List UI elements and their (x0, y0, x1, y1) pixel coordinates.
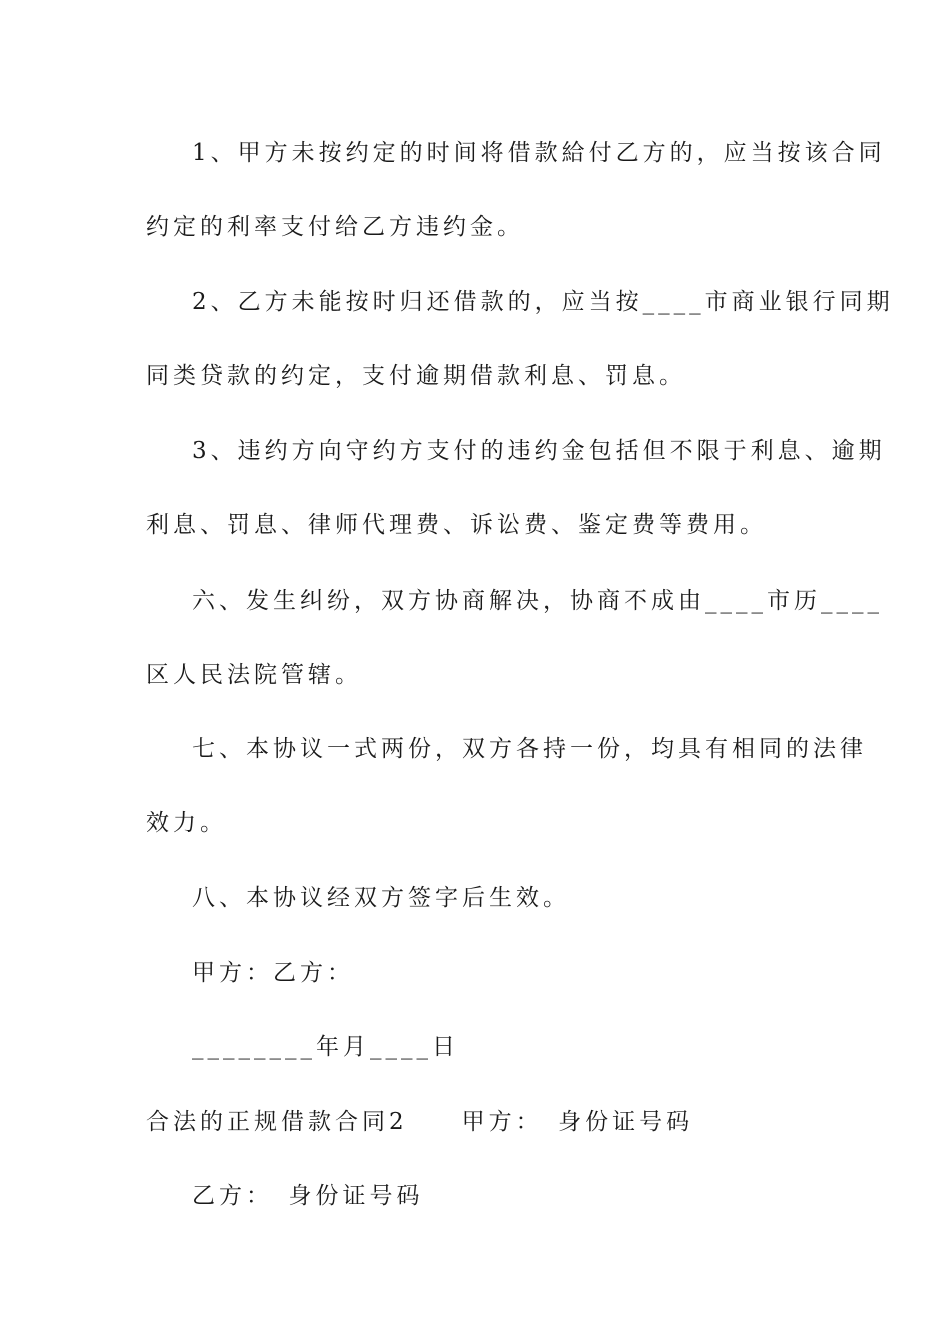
clause-1-line-1: 1、甲方未按约定的时间将借款給付乙方的，应当按该合同 (192, 140, 886, 166)
copies-clause-line-2: 效力。 (146, 810, 227, 836)
clause-1-line-2: 约定的利率支付给乙方违约金。 (146, 214, 524, 240)
copies-clause-line-1: 七、本协议一式两份，双方各持一份，均具有相同的法律 (192, 736, 867, 762)
dispute-clause-line-2: 区人民法院管辖。 (146, 662, 362, 688)
effect-clause: 八、本协议经双方签字后生效。 (192, 885, 570, 911)
date-line: ________年月____日 (192, 1034, 459, 1060)
clause-3-line-1: 3、违约方向守约方支付的违约金包括但不限于利息、逾期 (192, 438, 886, 464)
party-b-id-line: 乙方： 身份证号码 (192, 1183, 424, 1209)
clause-2-line-2: 同类贷款的约定，支付逾期借款利息、罚息。 (146, 363, 686, 389)
clause-2-line-1: 2、乙方未能按时归还借款的，应当按____市商业银行同期 (192, 289, 894, 315)
dispute-clause-line-1: 六、发生纠纷，双方协商解决，协商不成由____市历____ (192, 588, 883, 614)
parties-signature-line: 甲方：乙方： (192, 960, 354, 986)
contract-2-heading-line: 合法的正规借款合同2 甲方： 身份证号码 (146, 1109, 694, 1135)
clause-3-line-2: 利息、罚息、律师代理费、诉讼费、鉴定费等费用。 (146, 512, 767, 538)
